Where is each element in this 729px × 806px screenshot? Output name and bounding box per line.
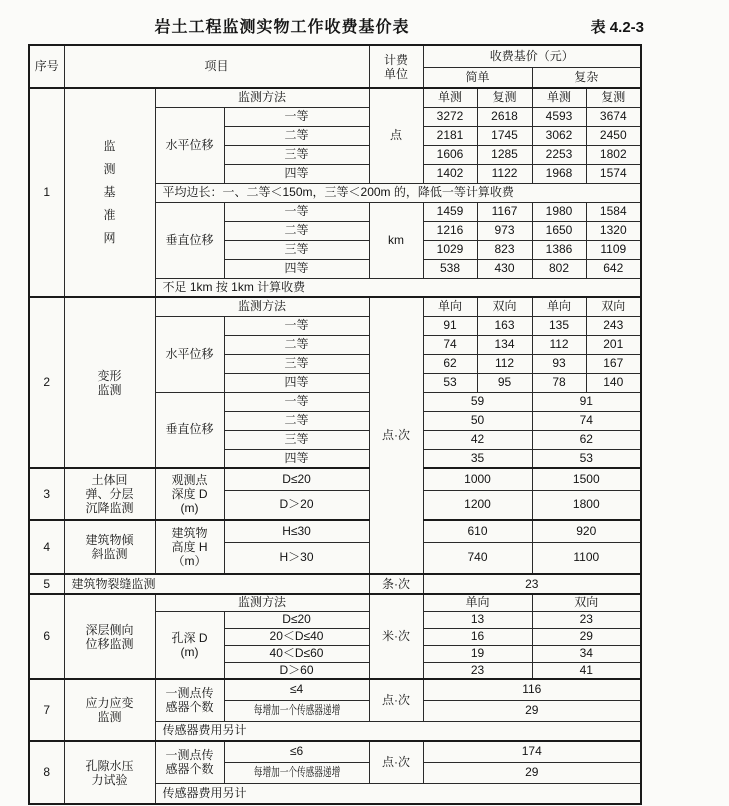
sub-label-cell: 建筑物高度 H（m） <box>155 520 224 574</box>
section-name-cell: 监测基准网 <box>64 88 155 297</box>
method-header-cell: 监测方法 <box>155 297 369 316</box>
serial-cell: 1 <box>29 88 64 297</box>
fee-table <box>28 44 642 805</box>
fee-value-cell: 1968 <box>532 164 586 183</box>
unit-cell: 点·次 <box>369 679 423 721</box>
col-header-serial: 序号 <box>29 45 64 88</box>
grade-cell: 二等 <box>224 126 369 145</box>
table-row <box>29 741 641 762</box>
fee-value-cell: 1000 <box>423 468 532 490</box>
fee-value-cell: 62 <box>532 430 641 449</box>
fee-value-cell: 920 <box>532 520 641 542</box>
group-name-cell: 水平位移 <box>155 107 224 183</box>
fee-value-cell: 29 <box>423 700 641 721</box>
fee-value-cell: 740 <box>423 542 532 574</box>
table-number: 表 4.2-3 <box>590 19 644 36</box>
fee-value-cell: 1122 <box>477 164 532 183</box>
table-row <box>29 594 641 611</box>
fee-value-cell: 1802 <box>586 145 641 164</box>
table-row <box>29 45 641 67</box>
fee-value-cell: 19 <box>423 645 532 662</box>
fee-header-cell: 双向 <box>586 297 641 316</box>
col-header-base-fee: 收费基价（元） <box>423 45 641 67</box>
col-header-complex: 复杂 <box>532 67 641 88</box>
condition-cell: ≤4 <box>224 679 369 700</box>
fee-value-cell: 112 <box>477 354 532 373</box>
fee-value-cell: 34 <box>532 645 641 662</box>
fee-value-cell: 3272 <box>423 107 477 126</box>
fee-header-cell: 单向 <box>423 297 477 316</box>
fee-value-cell: 1285 <box>477 145 532 164</box>
fee-header-cell: 单测 <box>423 88 477 107</box>
unit-cell: 米·次 <box>369 594 423 679</box>
fee-header-cell: 双向 <box>477 297 532 316</box>
fee-value-cell: 2181 <box>423 126 477 145</box>
fee-value-cell: 59 <box>423 392 532 411</box>
fee-value-cell: 3674 <box>586 107 641 126</box>
serial-cell: 5 <box>29 574 64 594</box>
fee-value-cell: 35 <box>423 449 532 468</box>
fee-header-cell: 双向 <box>532 594 641 611</box>
fee-value-cell: 1200 <box>423 490 532 520</box>
unit-cell: km <box>369 202 423 278</box>
fee-value-cell: 1216 <box>423 221 477 240</box>
group-name-cell: 垂直位移 <box>155 392 224 468</box>
fee-value-cell: 1029 <box>423 240 477 259</box>
unit-cell: 点 <box>369 88 423 183</box>
section-name-cell: 建筑物裂缝监测 <box>64 574 369 594</box>
serial-cell: 3 <box>29 468 64 520</box>
sub-label-cell: 一测点传感器个数 <box>155 679 224 721</box>
fee-header-cell: 单向 <box>423 594 532 611</box>
condition-cell: 每增加一个传感器递增 <box>224 700 369 721</box>
note-cell: 不足 1km 按 1km 计算收费 <box>155 278 641 297</box>
grade-cell: 四等 <box>224 164 369 183</box>
note-cell: 平均边长：一、二等＜150m，三等＜200m 的，降低一等计算收费 <box>155 183 641 202</box>
fee-value-cell: 53 <box>532 449 641 468</box>
grade-cell: 三等 <box>224 240 369 259</box>
table-row <box>29 520 641 542</box>
unit-cell: 点·次 <box>369 297 423 574</box>
grade-cell: 二等 <box>224 411 369 430</box>
fee-header-cell: 单向 <box>532 297 586 316</box>
grade-cell: 三等 <box>224 430 369 449</box>
fee-value-cell: 2253 <box>532 145 586 164</box>
grade-cell: 四等 <box>224 373 369 392</box>
fee-value-cell: 610 <box>423 520 532 542</box>
serial-cell: 8 <box>29 741 64 804</box>
serial-cell: 4 <box>29 520 64 574</box>
grade-cell: 一等 <box>224 202 369 221</box>
col-header-simple: 简单 <box>423 67 532 88</box>
condition-cell: 20＜D≤40 <box>224 628 369 645</box>
title-bar <box>28 14 646 37</box>
sub-label-cell: 观测点深度 D(m) <box>155 468 224 520</box>
fee-value-cell: 116 <box>423 679 641 700</box>
fee-value-cell: 112 <box>532 335 586 354</box>
fee-value-cell: 74 <box>532 411 641 430</box>
fee-value-cell: 13 <box>423 611 532 628</box>
fee-value-cell: 23 <box>532 611 641 628</box>
condition-cell: H≤30 <box>224 520 369 542</box>
serial-cell: 7 <box>29 679 64 741</box>
grade-cell: 四等 <box>224 259 369 278</box>
fee-value-cell: 140 <box>586 373 641 392</box>
fee-value-cell: 78 <box>532 373 586 392</box>
sub-label-cell: 孔深 D(m) <box>155 611 224 679</box>
fee-value-cell: 1574 <box>586 164 641 183</box>
condition-cell: 每增加一个传感器递增 <box>224 762 369 783</box>
grade-cell: 一等 <box>224 316 369 335</box>
fee-value-cell: 29 <box>423 762 641 783</box>
condition-cell: D＞60 <box>224 662 369 679</box>
fee-header-cell: 单测 <box>532 88 586 107</box>
fee-value-cell: 243 <box>586 316 641 335</box>
fee-value-cell: 1606 <box>423 145 477 164</box>
method-header-cell: 监测方法 <box>155 594 369 611</box>
fee-value-cell: 2618 <box>477 107 532 126</box>
table-row <box>29 297 641 316</box>
serial-cell: 6 <box>29 594 64 679</box>
section-name-cell: 孔隙水压力试验 <box>64 741 155 804</box>
grade-cell: 一等 <box>224 107 369 126</box>
fee-value-cell: 174 <box>423 741 641 762</box>
col-header-project: 项目 <box>64 45 369 88</box>
table-row <box>29 468 641 490</box>
sub-label-cell: 一测点传感器个数 <box>155 741 224 783</box>
condition-cell: H＞30 <box>224 542 369 574</box>
fee-value-cell: 95 <box>477 373 532 392</box>
group-name-cell: 水平位移 <box>155 316 224 392</box>
fee-value-cell: 201 <box>586 335 641 354</box>
condition-cell: ≤6 <box>224 741 369 762</box>
fee-value-cell: 823 <box>477 240 532 259</box>
fee-value-cell: 1109 <box>586 240 641 259</box>
fee-value-cell: 134 <box>477 335 532 354</box>
fee-value-cell: 1745 <box>477 126 532 145</box>
fee-value-cell: 16 <box>423 628 532 645</box>
fee-value-cell: 1386 <box>532 240 586 259</box>
grade-cell: 三等 <box>224 354 369 373</box>
fee-value-cell: 91 <box>532 392 641 411</box>
fee-value-cell: 1100 <box>532 542 641 574</box>
fee-value-cell: 642 <box>586 259 641 278</box>
section-name-cell: 深层侧向位移监测 <box>64 594 155 679</box>
note-cell: 传感器费用另计 <box>155 721 641 741</box>
fee-value-cell: 53 <box>423 373 477 392</box>
group-name-cell: 垂直位移 <box>155 202 224 278</box>
unit-cell: 点·次 <box>369 741 423 783</box>
fee-value-cell: 1500 <box>532 468 641 490</box>
serial-cell: 2 <box>29 297 64 468</box>
fee-value-cell: 1980 <box>532 202 586 221</box>
fee-value-cell: 41 <box>532 662 641 679</box>
fee-value-cell: 1650 <box>532 221 586 240</box>
fee-value-cell: 538 <box>423 259 477 278</box>
fee-value-cell: 29 <box>532 628 641 645</box>
fee-value-cell: 1584 <box>586 202 641 221</box>
fee-value-cell: 91 <box>423 316 477 335</box>
fee-value-cell: 42 <box>423 430 532 449</box>
condition-cell: D＞20 <box>224 490 369 520</box>
table-row <box>29 88 641 107</box>
fee-value-cell: 167 <box>586 354 641 373</box>
method-header-cell: 监测方法 <box>155 88 369 107</box>
grade-cell: 一等 <box>224 392 369 411</box>
fee-value-cell: 62 <box>423 354 477 373</box>
fee-value-cell: 973 <box>477 221 532 240</box>
fee-header-cell: 复测 <box>477 88 532 107</box>
grade-cell: 三等 <box>224 145 369 164</box>
col-header-billing-unit: 计费单位 <box>369 45 423 88</box>
section-name-cell: 变形监测 <box>64 297 155 468</box>
fee-value-cell: 1167 <box>477 202 532 221</box>
grade-cell: 四等 <box>224 449 369 468</box>
page-title: 岩土工程监测实物工作收费基价表 <box>154 19 410 36</box>
fee-value-cell: 23 <box>423 574 641 594</box>
condition-cell: D≤20 <box>224 468 369 490</box>
fee-value-cell: 1459 <box>423 202 477 221</box>
fee-header-cell: 复测 <box>586 88 641 107</box>
fee-value-cell: 802 <box>532 259 586 278</box>
section-name-cell: 建筑物倾斜监测 <box>64 520 155 574</box>
table-row <box>29 574 641 594</box>
fee-value-cell: 93 <box>532 354 586 373</box>
fee-value-cell: 50 <box>423 411 532 430</box>
unit-cell: 条·次 <box>369 574 423 594</box>
section-name-cell: 土体回弹、分层沉降监测 <box>64 468 155 520</box>
fee-value-cell: 135 <box>532 316 586 335</box>
section-name-cell: 应力应变监测 <box>64 679 155 741</box>
fee-value-cell: 2450 <box>586 126 641 145</box>
grade-cell: 二等 <box>224 221 369 240</box>
fee-value-cell: 163 <box>477 316 532 335</box>
fee-value-cell: 1800 <box>532 490 641 520</box>
fee-value-cell: 1320 <box>586 221 641 240</box>
table-row <box>29 679 641 700</box>
fee-value-cell: 74 <box>423 335 477 354</box>
condition-cell: 40＜D≤60 <box>224 645 369 662</box>
fee-value-cell: 430 <box>477 259 532 278</box>
fee-value-cell: 23 <box>423 662 532 679</box>
grade-cell: 二等 <box>224 335 369 354</box>
condition-cell: D≤20 <box>224 611 369 628</box>
fee-value-cell: 3062 <box>532 126 586 145</box>
fee-value-cell: 4593 <box>532 107 586 126</box>
fee-value-cell: 1402 <box>423 164 477 183</box>
note-cell: 传感器费用另计 <box>155 783 641 804</box>
